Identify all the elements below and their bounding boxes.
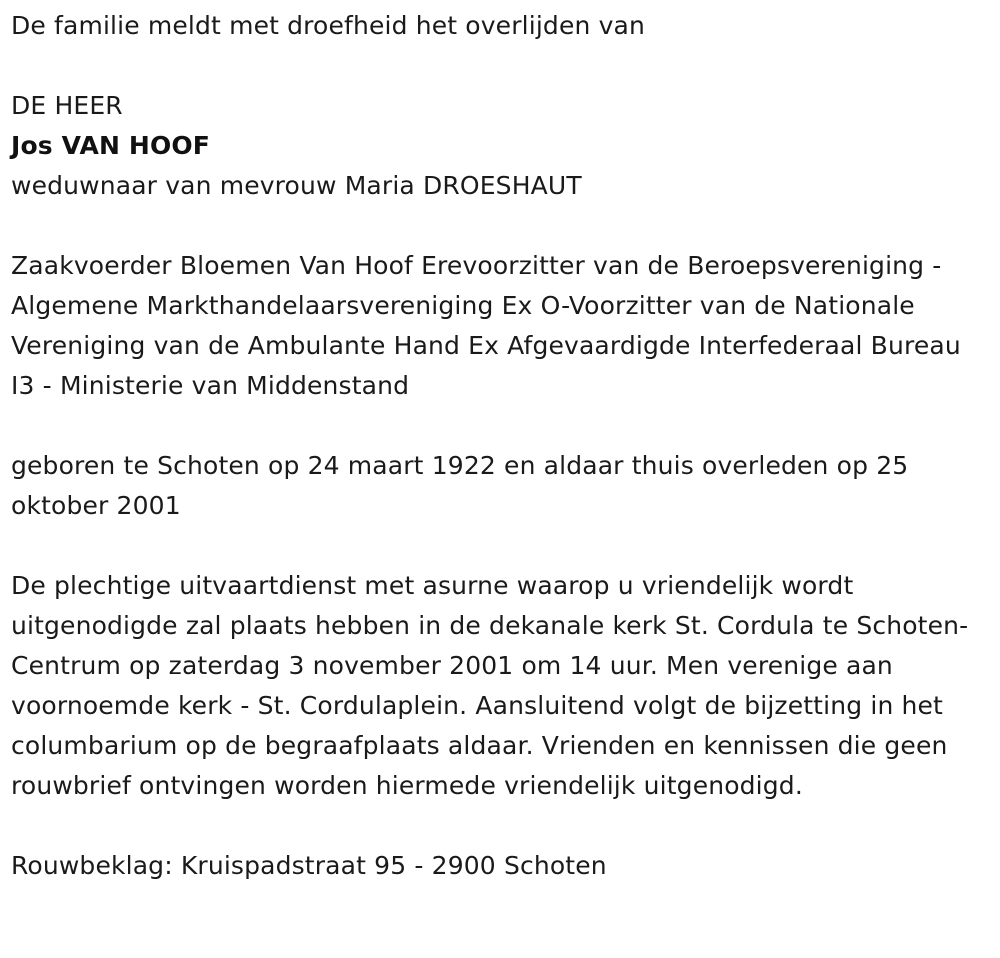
spouse-text: weduwnaar van mevrouw Maria DROESHAUT bbox=[11, 171, 582, 200]
intro-text: De familie meldt met droefheid het overlijden van bbox=[11, 11, 645, 40]
spacer bbox=[11, 206, 991, 246]
spacer bbox=[11, 526, 991, 566]
functions-paragraph: Zaakvoerder Bloemen Van Hoof Erevoorzitter van de Beroepsvereniging - Algemene Markthandelaarsvereniging Ex O-Voorzitter van de Nationale Vereniging van de Ambulante Hand Ex Afgevaardigde Interfederaal Bureau I3 - Ministerie van Middenstand bbox=[11, 251, 961, 400]
honorific: DE HEER bbox=[11, 91, 123, 120]
funeral-service-paragraph: De plechtige uitvaartdienst met asurne waarop u vriendelijk wordt uitgenodigde zal plaats hebben in de dekanale kerk St. Cordula te Schoten-Centrum op zaterdag 3 november 2001 om 14 uur. Men verenige aan voornoemde kerk - St. Cordulaplein. Aansluitend volgt de bijzetting in het columbarium op de begraafplaats aldaar. Vrienden en kennissen die geen rouwbrief ontvingen worden hiermede vriendelijk uitgenodigd. bbox=[11, 571, 969, 800]
spacer bbox=[11, 46, 991, 86]
spacer bbox=[11, 806, 991, 846]
death-notice bbox=[11, 6, 991, 886]
deceased-name: Jos VAN HOOF bbox=[11, 131, 210, 160]
spacer bbox=[11, 406, 991, 446]
condolence-address: Rouwbeklag: Kruispadstraat 95 - 2900 Schoten bbox=[11, 851, 607, 880]
birth-death-paragraph: geboren te Schoten op 24 maart 1922 en aldaar thuis overleden op 25 oktober 2001 bbox=[11, 451, 909, 520]
